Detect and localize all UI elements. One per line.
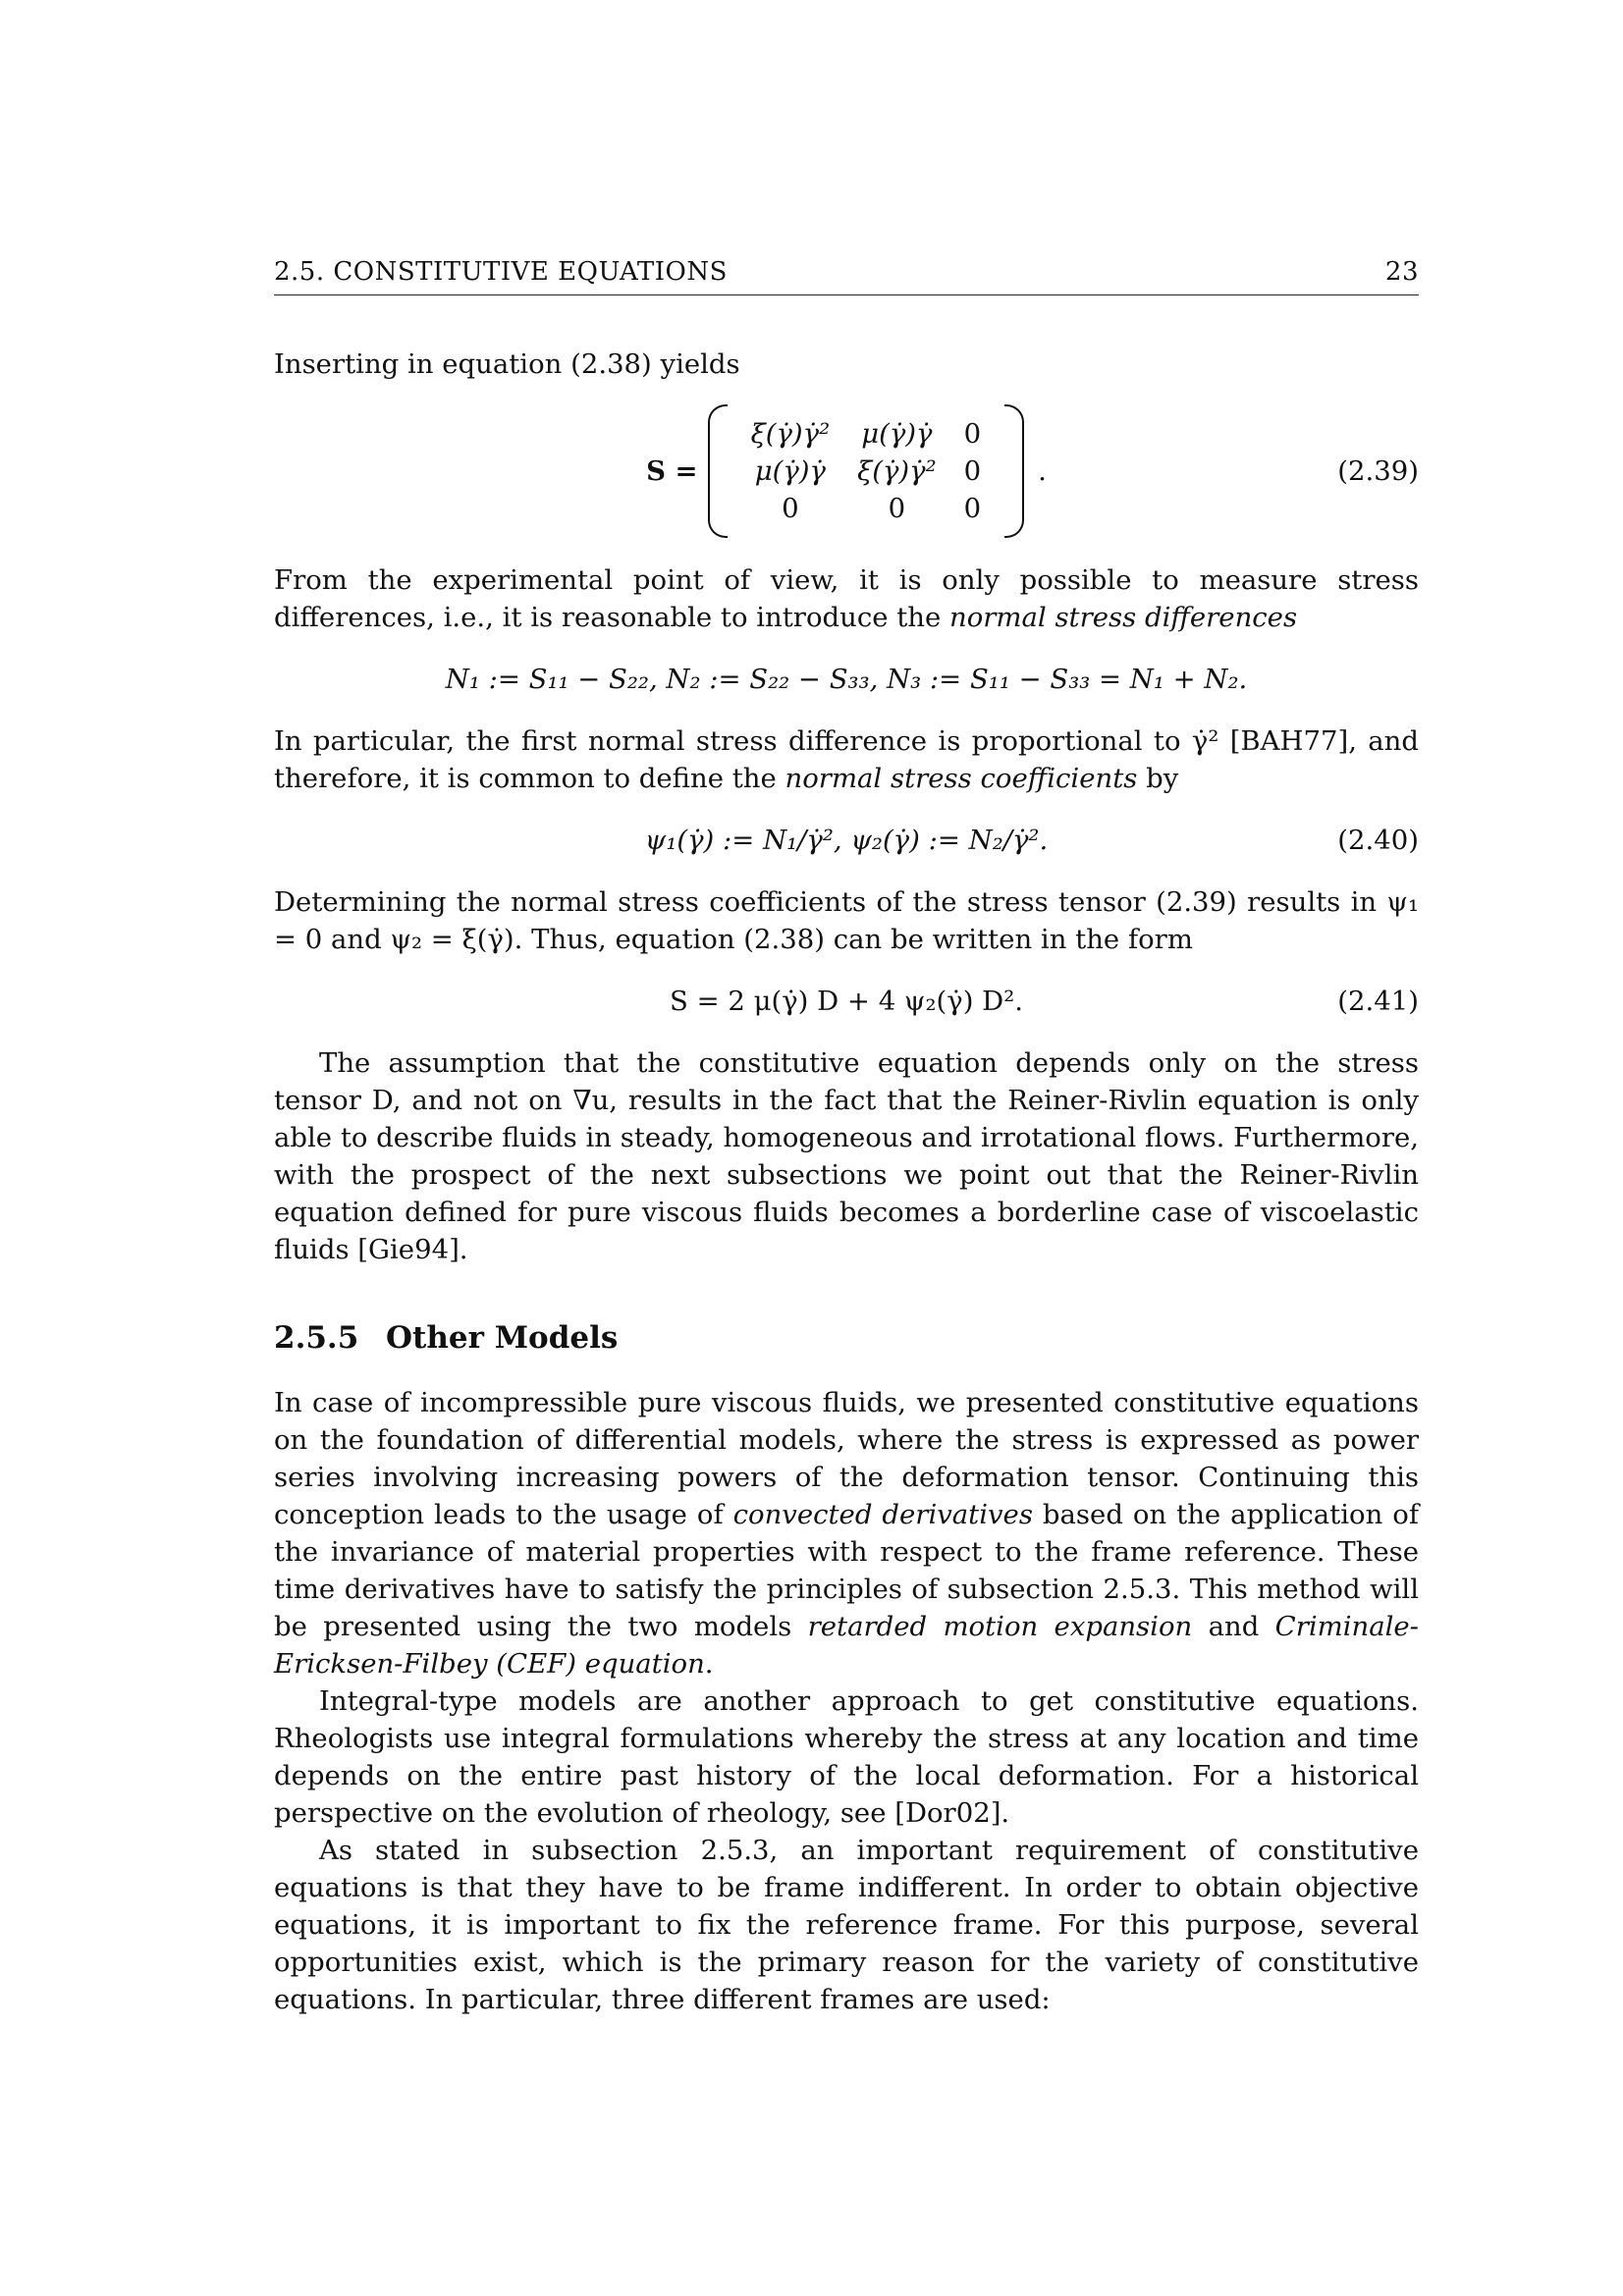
matrix-equation [274,404,1419,538]
emphasis: convected derivatives [732,1499,1033,1530]
equation-2-40 [274,819,1419,862]
emphasis: retarded motion expansion [807,1611,1193,1642]
header-section-title: 2.5. CONSTITUTIVE EQUATIONS [274,257,728,287]
running-header [274,257,1419,295]
emphasis: normal stress differences [949,602,1298,633]
paragraph-text: based on the application of the invariance of material properties with respect to the frame reference. These time derivatives have to satisfy the principles of subsection 2.5.3. This method will be presented using the two models [274,1499,1420,1642]
paragraph-text: From the experimental point of view, it is only possible to measure stress differences, i.e., it is reasonable to introduce the [274,564,1419,633]
paragraph: Integral-type models are another approach to get constitutive equations. Rheologists use integral formulations whereby the stress at any location and time depends on the entire past history of the local deformation. For a historical perspective on the evolution of rheology, see [Dor02]. [274,1685,1419,1829]
matrix-cell: 0 [782,493,799,524]
equation-text: S = 2 μ(γ̇) D + 4 ψ₂(γ̇) D². [670,986,1023,1017]
equation-2-41 [274,980,1419,1023]
section-title: Other Models [386,1320,619,1356]
matrix-cell: 0 [963,455,982,487]
emphasis: Criminale-Ericksen-Filbey (CEF) equation [274,1611,1419,1680]
matrix-cell: μ(γ̇)γ̇ [861,418,933,450]
equation-number: (2.41) [1337,986,1419,1017]
section-heading [274,1319,1419,1357]
paragraph: As stated in subsection 2.5.3, an important requirement of constitutive equations is that they have to be frame indifferent. In order to obtain objective equations, it is important to fix the reference frame. For this purpose, several opportunities exist, which is the primary reason for the variety of constitutive equations. In particular, three different frames are used: [274,1835,1419,2015]
equation-lhs: S = [646,455,698,487]
paragraph-text: and [1192,1611,1275,1642]
paragraph: The assumption that the constitutive equation depends only on the stress tensor D, and not on ∇u, results in the fact that the Reiner-Rivlin equation is only able to describe fluids in steady, homogeneous and irrotational flows. Furthermore, with the prospect of the next subsections we point out that the Reiner-Rivlin equation defined for pure viscous fluids becomes a borderline case of viscoelastic fluids [Gie94]. [274,1047,1419,1265]
matrix-cell: ξ(γ̇)γ̇² [750,418,831,450]
matrix-cell: ξ(γ̇)γ̇² [857,455,937,487]
equation-normal-stress [274,658,1419,701]
paragraph-text: by [1137,763,1179,794]
page-body [274,346,1419,2018]
equation-number: (2.40) [1337,825,1419,856]
emphasis: normal stress coefficients [784,763,1138,794]
matrix-cell: 0 [963,418,982,450]
equation-text: N₁ := S₁₁ − S₂₂, N₂ := S₂₂ − S₃₃, N₃ := S₁₁ − S₃₃ = N₁ + N₂. [445,664,1248,695]
paragraph-text: In case of incompressible pure viscous fluids, we presented constitutive equations on the foundation of differential models, where the stress is expressed as power series involving increasing powers of the deformation tensor. Continuing this conception leads to the usage of [274,1387,1419,1530]
matrix-cell: 0 [963,493,982,524]
matrix-cell: μ(γ̇)γ̇ [754,455,826,487]
intro-line: Inserting in equation (2.38) yields [274,348,740,380]
paragraph [274,1384,1419,1682]
page-number: 23 [1384,257,1419,287]
equation-period: . [1038,455,1047,487]
equation-text: ψ₁(γ̇) := N₁/γ̇², ψ₂(γ̇) := N₂/γ̇². [644,825,1049,856]
stress-matrix [737,415,996,527]
matrix-cell: 0 [888,493,906,524]
paragraph: Determining the normal stress coefficients of the stress tensor (2.39) results in ψ₁ = 0 and ψ₂ = ξ(γ̇). Thus, equation (2.38) can be written in the form [274,886,1419,955]
paragraph-text: In particular, the first normal stress difference is proportional to γ̇² [BAH77], and therefore, it is common to define the [274,725,1419,794]
paragraph-text: . [704,1648,714,1680]
left-paren [708,404,728,538]
equation-2-39 [274,402,1419,540]
paragraph [274,561,1419,636]
right-paren [1004,404,1024,538]
paragraph [274,722,1419,797]
equation-number: (2.39) [1337,455,1419,487]
section-number: 2.5.5 [274,1320,359,1356]
